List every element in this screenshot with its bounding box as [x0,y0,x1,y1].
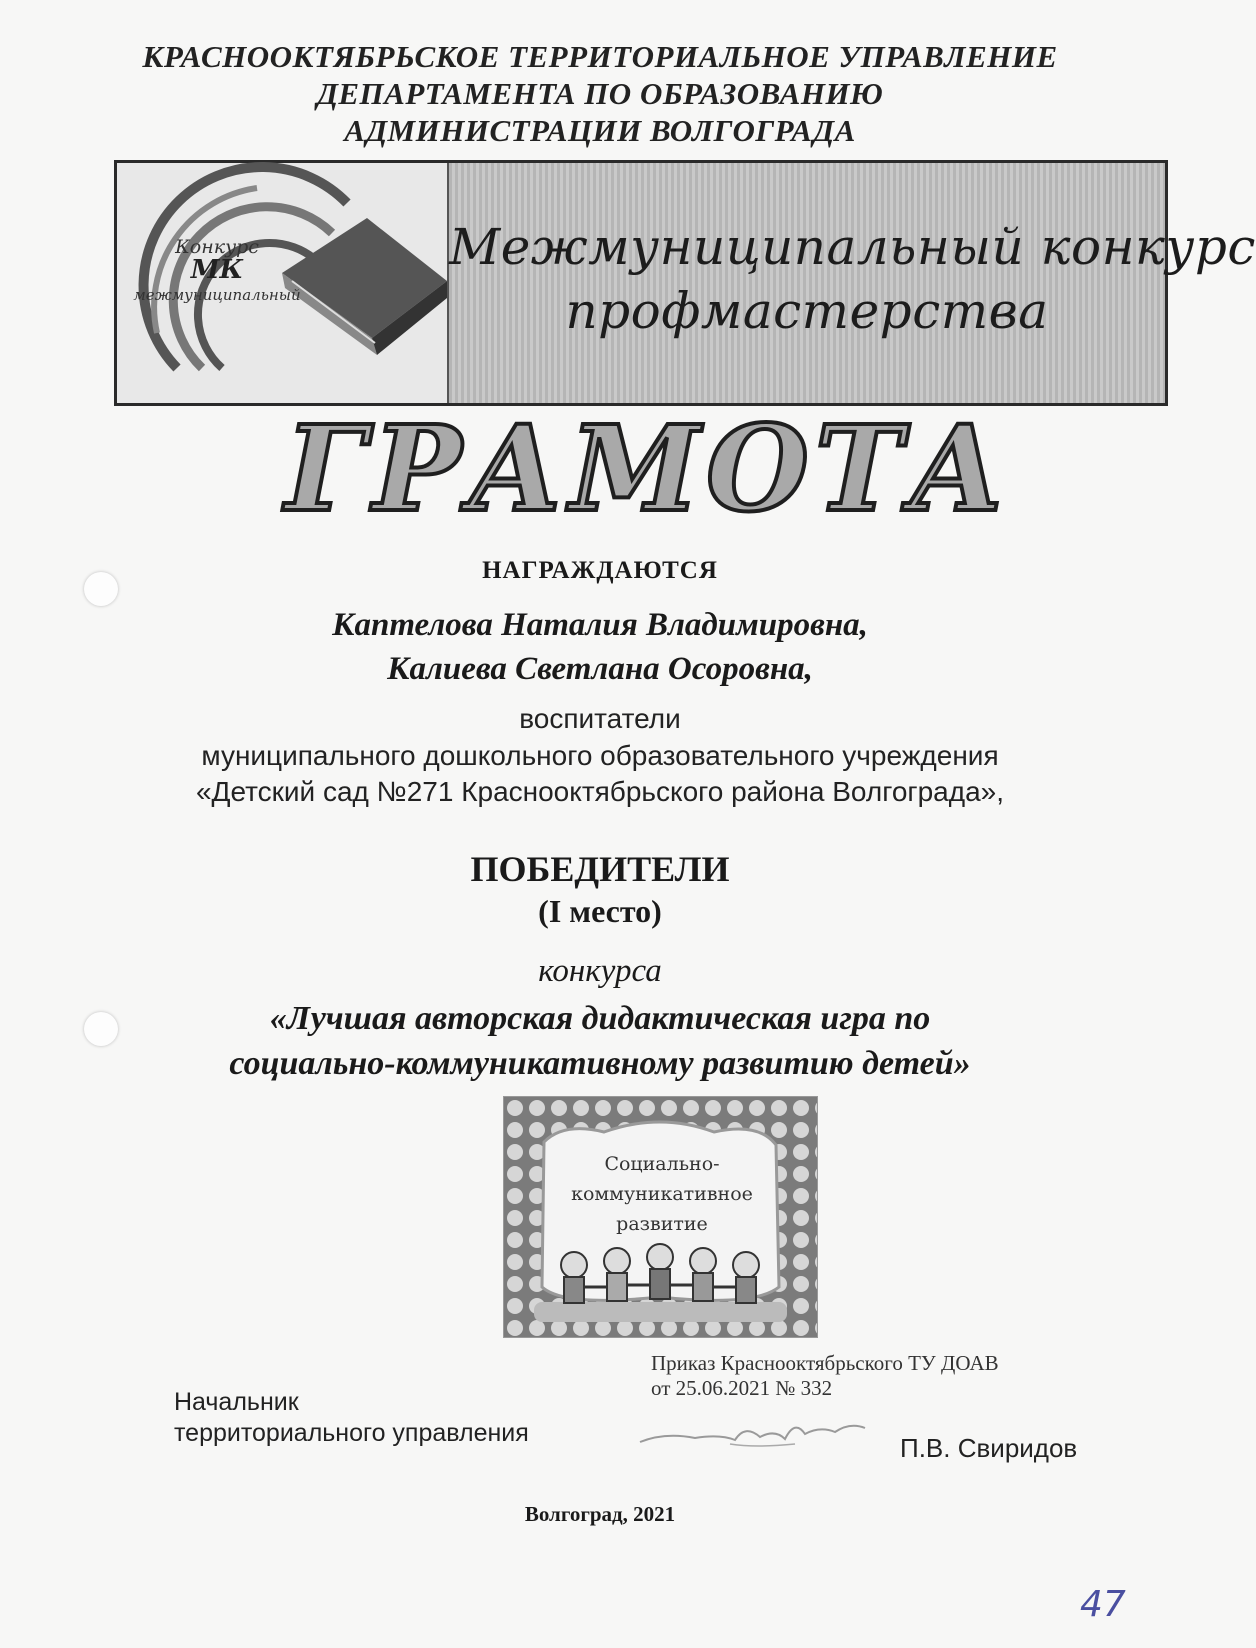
punch-hole [84,1012,118,1046]
order-reference [651,1351,999,1401]
issuer-line-1: КРАСНООКТЯБРЬСКОЕ ТЕРРИТОРИАЛЬНОЕ УПРАВЛЕНИЕ [142,39,1058,74]
city-year: Волгоград, 2021 [524,1502,676,1526]
illustration-caption [564,1149,760,1239]
awarded-label: НАГРАЖДАЮТСЯ [482,557,718,584]
logo-mezhmunitsipalny-text: межмуниципальный [133,286,301,304]
issuer-line-2: ДЕПАРТАМЕНТА ПО ОБРАЗОВАНИЮ [316,76,884,111]
punch-hole [84,572,118,606]
contest-logo [117,163,449,403]
signatory-title-line-1: Начальник [174,1388,299,1416]
contest-banner [114,160,1256,406]
recipient-1: Каптелова Наталия Владимировна, [332,607,868,643]
issuer-header [100,38,1100,149]
contest-name-line-1: «Лучшая авторская дидактическая игра по [269,1000,931,1037]
issuer-line-3: АДМИНИСТРАЦИИ ВОЛГОГРАДА [344,113,856,148]
handwritten-signature [635,1404,875,1464]
institution-line-1: муниципального дошкольного образовательного учреждения [201,740,999,771]
document-title [0,399,1200,538]
institution-line-2: «Детский сад №271 Краснооктябрьского района Волгограда», [195,776,1005,807]
recipient-position: воспитатели [519,703,681,734]
order-line-2: от 25.06.2021 № 332 [651,1376,833,1400]
place-label: (I место) [538,893,662,929]
recipient-2: Калиева Светлана Осоровна, [387,651,813,687]
logo-mk-text: МК [190,255,244,285]
document-title-text: ГРАМОТА [285,399,1011,538]
logo-konkurs-text: Конкурс [175,236,259,258]
banner-title-line-2: профмастерства [565,282,1049,340]
contest-label: конкурса [538,953,662,989]
illustration-caption-line-1: Социально- [604,1153,720,1175]
illustration-caption-line-3: развитие [616,1213,708,1235]
illustration-caption-line-2: коммуникативное [571,1183,753,1205]
handwritten-page-number: 47 [1080,1584,1126,1625]
social-communicative-illustration [503,1096,818,1338]
signatory-title-line-2: территориального управления [174,1419,529,1447]
contest-name-line-2: социально-коммуникативному развитию детей» [229,1045,971,1082]
banner-title [449,215,1256,343]
signatory-name: П.В. Свиридов [900,1433,1078,1463]
signatory-title [174,1387,529,1449]
result-title: ПОБЕДИТЕЛИ [470,849,730,889]
order-line-1: Приказ Краснооктябрьского ТУ ДОАВ [651,1351,999,1375]
banner-title-line-1: Межмуниципальный конкурс [449,218,1256,276]
